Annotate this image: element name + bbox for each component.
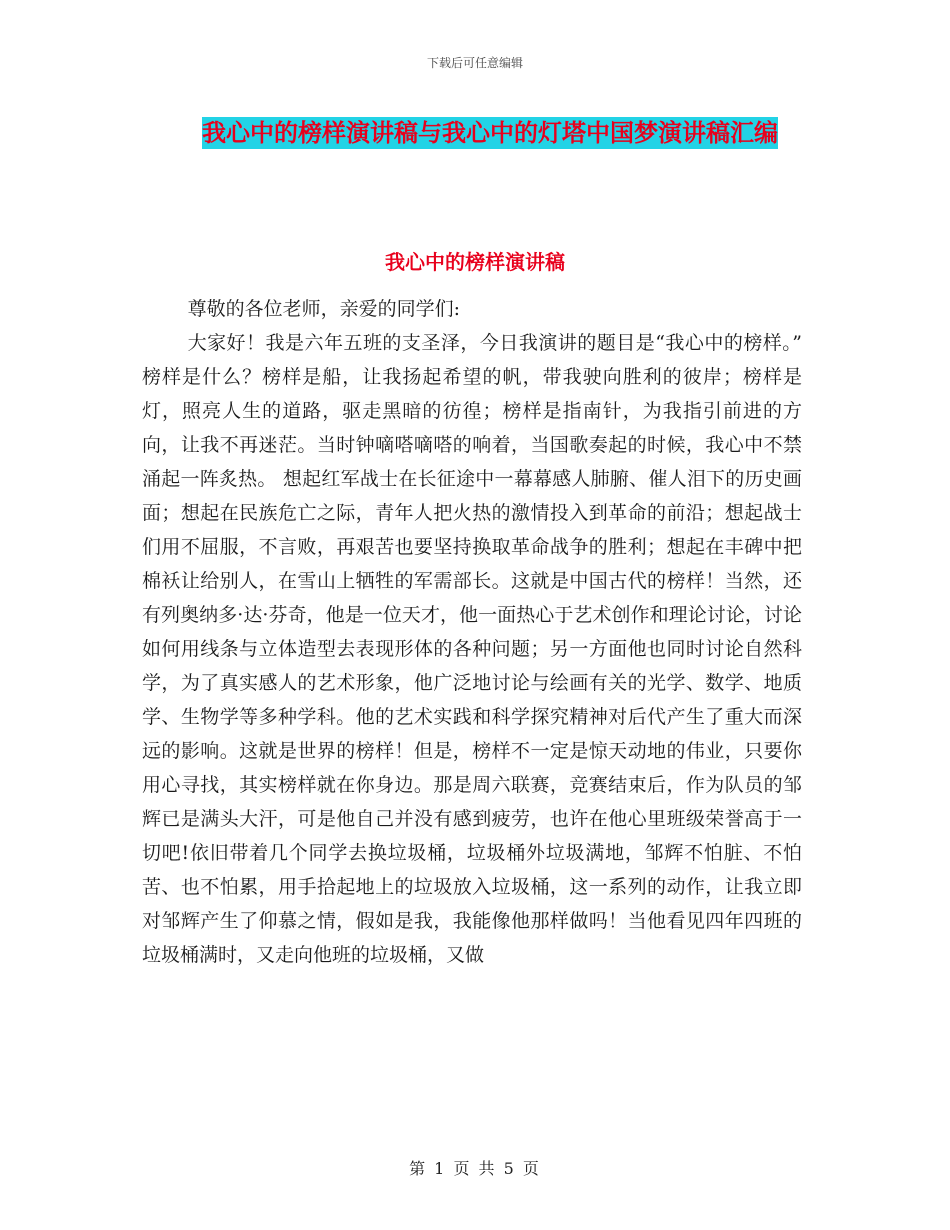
section-title: 我心中的榜样演讲稿 xyxy=(385,250,565,274)
page-number: 第 1 页 共 5 页 xyxy=(409,1159,541,1178)
page-header-note: 下载后可任意编辑 xyxy=(426,56,523,70)
body-paragraph: 大家好！我是六年五班的支圣泽，今日我演讲的题目是“我心中的榜样。” 榜样是什么？榜样是船，让我扬起希望的帆，带我驶向胜利的彼岸；榜样是灯，照亮人生的道路，驱走黑暗的彷徨；榜样是指南针，为我指引前进的方向，让我不再迷茫。当时钟嘀嗒嘀嗒的响着，当国歌奏起的时候，我心中不禁涌起一阵炙热。 想起红军战士在长征途中一幕幕感人肺腑、催人泪下的历史画面；想起在民族危亡之际，青年人把火热的激情投入到革命的前沿；想起战士们用不屈服，不言败，再艰苦也要坚持换取革命战争的胜利；想起在丰碑中把棉袄让给别人，在雪山上牺牲的军需部长。这就是中国古代的榜样！当然，还有列奥纳多·达·芬奇，他是一位天才，他一面热心于艺术创作和理论讨论，讨论如何用线条与立体造型去表现形体的各种问题；另一方面他也同时讨论自然科学，为了真实感人的艺术形象，他广泛地讨论与绘画有关的光学、数学、地质学、生物学等多种学科。他的艺术实践和科学探究精神对后代产生了重大而深远的影响。这就是世界的榜样！但是，榜样不一定是惊天动地的伟业，只要你用心寻找，其实榜样就在你身边。那是周六联赛，竞赛结束后，作为队员的邹辉已是满头大汗，可是他自己并没有感到疲劳，也许在他心里班级荣誉高于一切吧!依旧带着几个同学去换垃圾桶，垃圾桶外垃圾满地，邹辉不怕脏、不怕苦、也不怕累，用手拾起地上的垃圾放入垃圾桶，这一系列的动作，让我立即对邹辉产生了仰慕之情，假如是我，我能像他那样做吗！当他看见四年四班的垃圾桶满时，又走向他班的垃圾桶，又做 xyxy=(142,332,822,966)
salutation: 尊敬的各位老师，亲爱的同学们: xyxy=(187,298,460,320)
document-title-text: 我心中的榜样演讲稿与我心中的灯塔中国梦演讲稿汇编 xyxy=(202,119,778,147)
document-body xyxy=(142,292,822,972)
document-title xyxy=(170,110,810,156)
